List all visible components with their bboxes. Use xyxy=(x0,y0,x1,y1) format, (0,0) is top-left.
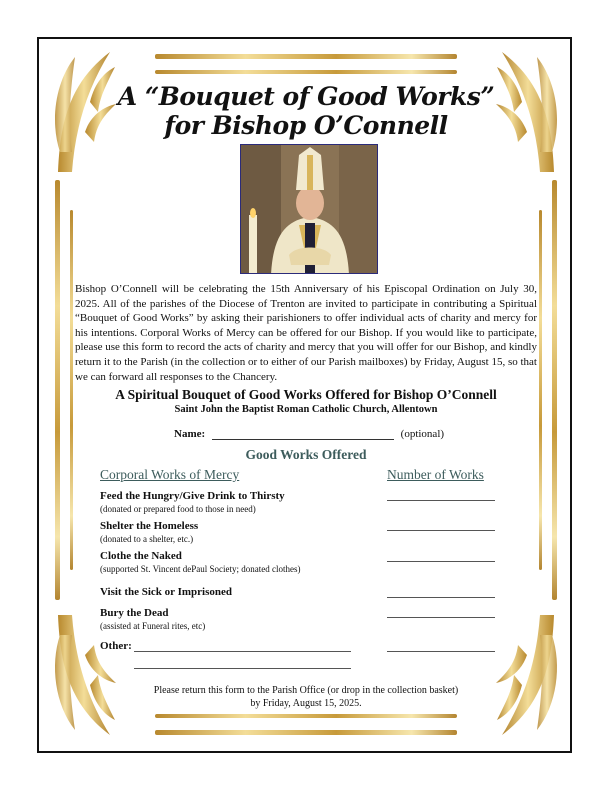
column-heading-works: Corporal Works of Mercy xyxy=(100,467,240,482)
bishop-photo xyxy=(240,144,378,274)
count-field-bury-dead[interactable] xyxy=(387,617,495,618)
count-field-other[interactable] xyxy=(387,651,495,652)
form-heading: A Spiritual Bouquet of Good Works Offered for Bishop O’Connell xyxy=(115,387,497,402)
name-row xyxy=(174,428,444,440)
list-item xyxy=(100,489,285,515)
page-title-line-2: for Bishop O’Connell xyxy=(164,111,448,140)
item-title: Shelter the Homeless xyxy=(100,520,199,532)
footer-line-2: by Friday, August 15, 2025. xyxy=(250,698,362,709)
list-item xyxy=(100,549,301,575)
item-note: (assisted at Funeral rites, etc) xyxy=(100,621,206,631)
footer-line-1: Please return this form to the Parish Office (or drop in the collection basket) xyxy=(153,685,459,696)
item-note: (supported St. Vincent dePaul Society; donated clothes) xyxy=(100,564,301,574)
other-label: Other: xyxy=(100,640,132,652)
list-item xyxy=(100,519,198,545)
intro-paragraph: Bishop O’Connell will be celebrating the 15th Anniversary of his Episcopal Ordination on July 30, 2025. All of the parishes of the Diocese of Trenton are invited to participate in contributing a Spiritual “Bouquet of Good Works” by asking their parishioners to offer individual acts of charity and mercy for his intentions. Corporal Works of Mercy can be offered for our Bishop. If you would like to participate, please use this form to record the acts of charity and mercy that you will offer for our Bishop, and kindly return it to the Parish (in the collection or to either of our Parish mailboxes) by Friday, August 15, so that we can forward all responses to the Chancery. xyxy=(75,283,537,383)
section-title: Good Works Offered xyxy=(245,447,367,462)
name-field[interactable] xyxy=(212,439,394,440)
other-field-line-2[interactable] xyxy=(134,668,351,669)
list-item xyxy=(100,585,232,599)
count-field-visit-sick[interactable] xyxy=(387,597,495,598)
gold-rule-bottom-2 xyxy=(155,730,457,735)
page-title-line-1: A “Bouquet of Good Works” xyxy=(117,82,495,111)
column-heading-count: Number of Works xyxy=(387,467,484,482)
count-field-feed-hungry[interactable] xyxy=(387,500,495,501)
other-field-line-1[interactable] xyxy=(134,651,351,652)
gold-rule-top-2 xyxy=(155,70,457,74)
item-title: Bury the Dead xyxy=(100,607,169,619)
item-title: Visit the Sick or Imprisoned xyxy=(100,586,233,598)
count-field-clothe-naked[interactable] xyxy=(387,561,495,562)
footer-note xyxy=(0,684,612,710)
item-note: (donated to a shelter, etc.) xyxy=(100,534,194,544)
gold-rule-bottom-1 xyxy=(155,714,457,718)
count-field-shelter-homeless[interactable] xyxy=(387,530,495,531)
item-note: (donated or prepared food to those in need) xyxy=(100,504,256,514)
item-title: Clothe the Naked xyxy=(100,550,182,562)
gold-rule-top-1 xyxy=(155,54,457,59)
bishop-portrait-icon xyxy=(241,145,378,274)
item-title: Feed the Hungry/Give Drink to Thirsty xyxy=(100,490,285,502)
gold-fan-ornament-bottom-right-icon xyxy=(492,605,562,745)
name-label: Name: xyxy=(174,428,206,440)
name-optional-note: (optional) xyxy=(400,428,445,440)
list-item xyxy=(100,606,205,632)
form-subheading: Saint John the Baptist Roman Catholic Church, Allentown xyxy=(174,404,438,415)
